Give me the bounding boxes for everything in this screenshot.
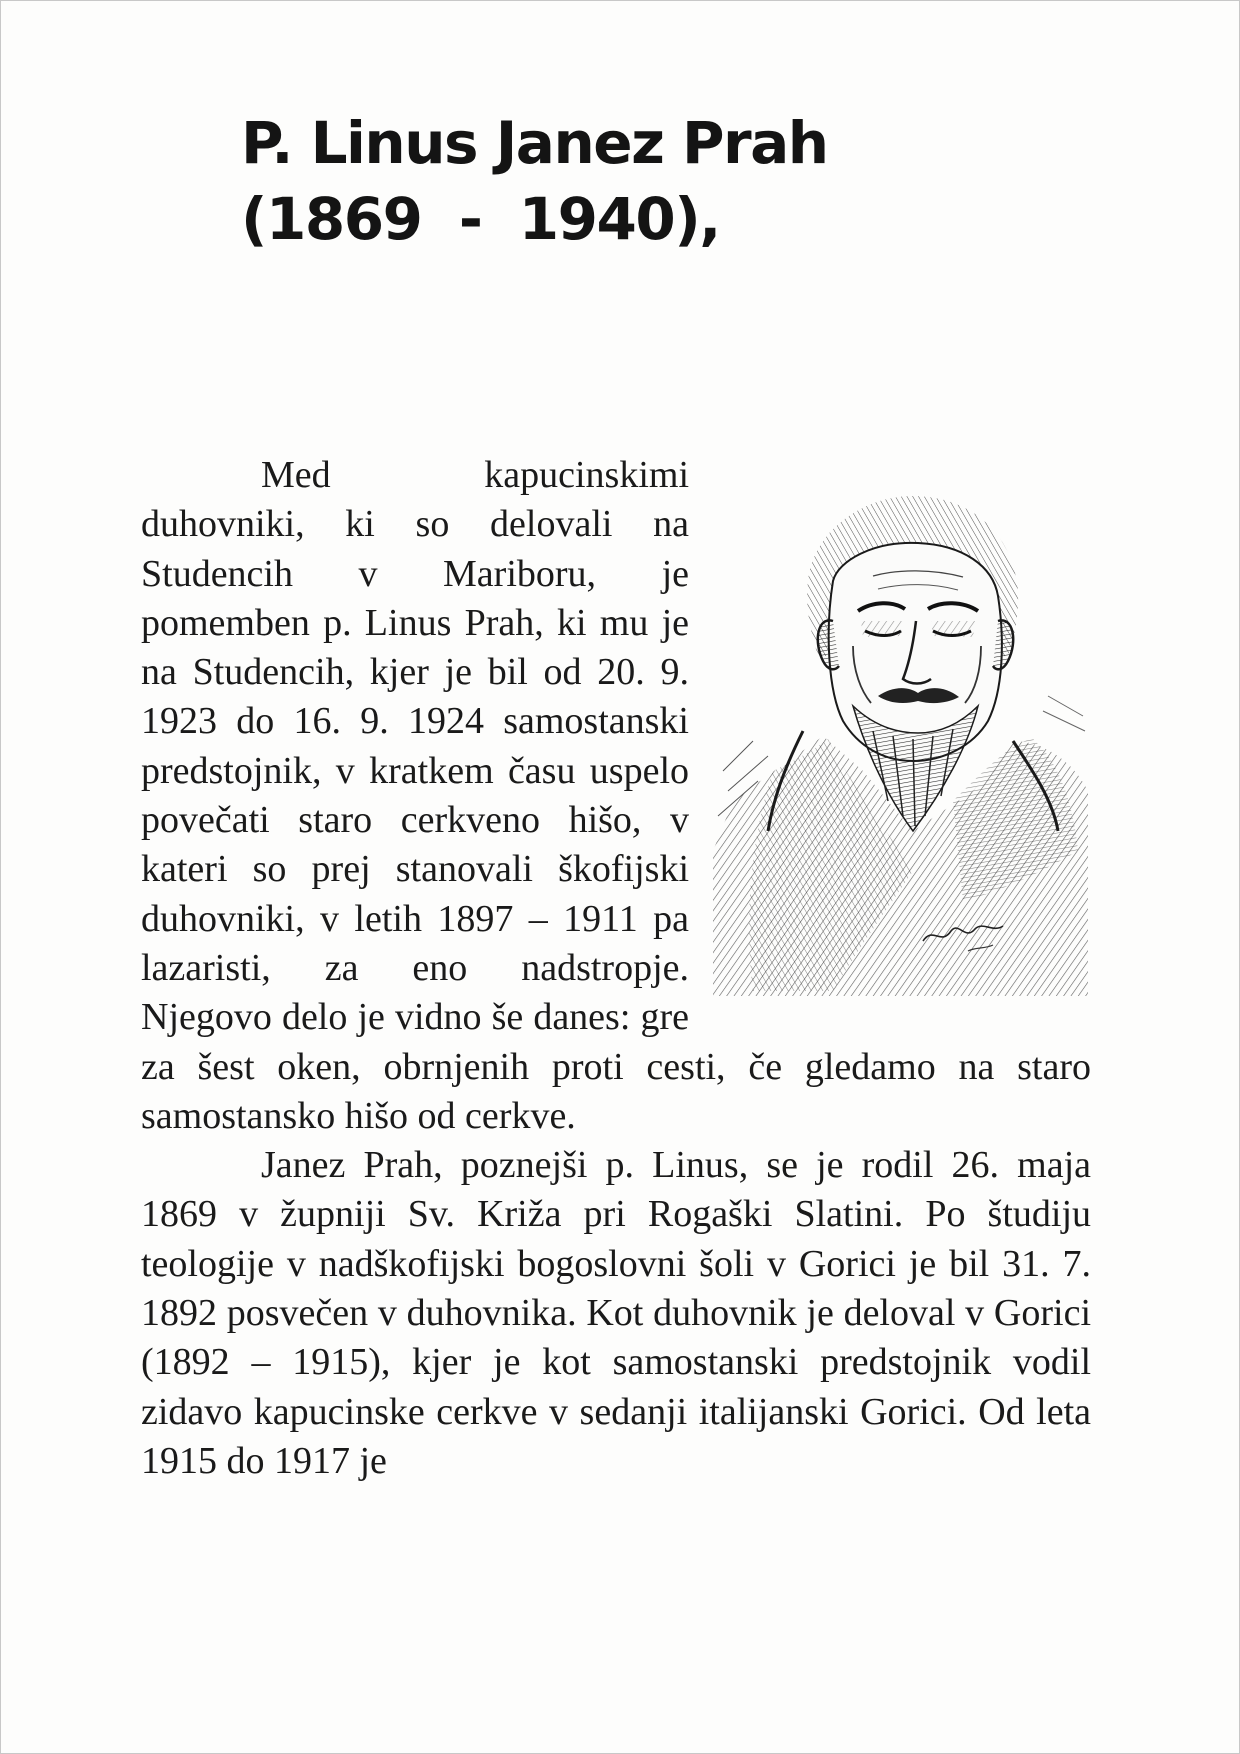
page-title bbox=[241, 105, 828, 257]
title-name: P. Linus Janez Prah bbox=[241, 109, 828, 177]
paragraph-2: Janez Prah, poznejši p. Linus, se je rodil 26. maja 1869 v župniji Sv. Križa pri Rogaški Slatini. Po študiju teologije v nadškofijski bogoslovni šoli v Gorici je bil 31. 7. 1892 posvečen v duhovnika. Kot duhovnik je deloval v Gorici (1892 – 1915), kjer je kot samostanski predstojnik vodil zidavo kapucinske cerkve v sedanji italijanski Gorici. Od leta 1915 do 1917 je bbox=[141, 1144, 1091, 1482]
portrait-sketch-icon bbox=[713, 471, 1091, 996]
article-body bbox=[141, 451, 1091, 1486]
title-years: (1869 - 1940), bbox=[241, 185, 720, 253]
paragraph-1: Med kapucinskimi duhovniki, ki so delovali na Studencih v Mariboru, je pomemben p. Linus Prah, ki mu je na Studencih, kjer je bil od 20. 9. 1923 do 16. 9. 1924 samostanski predstojnik, v kratkem času uspelo povečati staro cerkveno hišo, v kateri so prej stanovali škofijski duhovniki, v letih 1897 – 1911 pa lazaristi, za eno nadstropje. Njegovo delo je vidno še danes: gre za šest oken, obrnjenih proti cesti, če gledamo na staro samostansko hišo od cerkve. bbox=[141, 454, 1091, 1137]
portrait-drawing bbox=[713, 471, 1091, 996]
